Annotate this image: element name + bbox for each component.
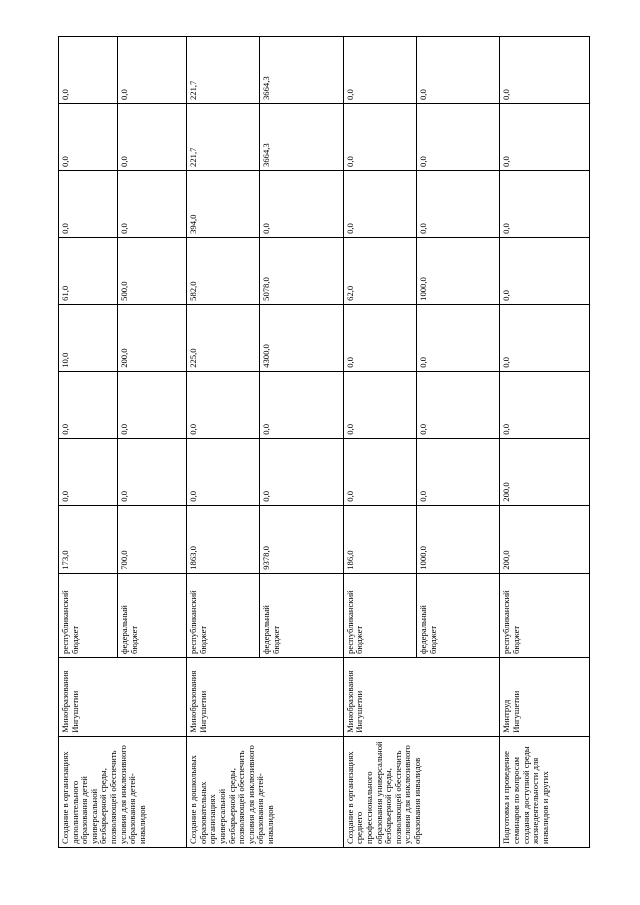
- amount-cell: 225,0: [187, 304, 260, 371]
- amount-cell: 0,0: [118, 438, 187, 505]
- amount-cell: 1863,0: [187, 505, 260, 573]
- executor-cell: Минтруд Ингушетии: [500, 657, 590, 736]
- amount-cell: 394,0: [187, 170, 260, 237]
- amount-cell: 10,0: [59, 304, 118, 371]
- amount-cell: 221,7: [187, 37, 260, 104]
- measure-name-cell: Подготовка и проведение семинаров по вопросам создания доступной среды жизнедеятельности для инвалидов и других: [500, 736, 590, 847]
- table-row: [187, 37, 260, 848]
- amount-cell: 0,0: [417, 103, 500, 170]
- amount-cell: 0,0: [343, 103, 416, 170]
- amount-cell: 0,0: [500, 371, 590, 438]
- executor-cell: Минобразования Ингушетии: [59, 657, 187, 736]
- amount-cell: 62,0: [343, 237, 416, 304]
- funding-source-cell: федеральный бюджет: [118, 573, 187, 657]
- table-row: [343, 37, 416, 848]
- measure-name-cell: Создание в дошкольных образовательных организациях универсальной безбарьерной среды, позволяющей обеспечить условия для инклюзивного образования детей-инвалидов: [187, 736, 344, 847]
- amount-cell: 0,0: [59, 371, 118, 438]
- funding-source-cell: республиканский бюджет: [500, 573, 590, 657]
- amount-cell: 0,0: [417, 438, 500, 505]
- amount-cell: 0,0: [417, 371, 500, 438]
- amount-cell: 186,0: [343, 505, 416, 573]
- amount-cell: 500,0: [118, 237, 187, 304]
- amount-cell: 0,0: [59, 37, 118, 104]
- amount-cell: 0,0: [343, 170, 416, 237]
- amount-cell: 0,0: [500, 170, 590, 237]
- funding-source-cell: республиканский бюджет: [343, 573, 416, 657]
- amount-cell: 0,0: [118, 170, 187, 237]
- amount-cell: 0,0: [187, 371, 260, 438]
- rotated-page: [58, 36, 590, 848]
- amount-cell: 0,0: [343, 37, 416, 104]
- amount-cell: 700,0: [118, 505, 187, 573]
- funding-source-cell: федеральный бюджет: [260, 573, 343, 657]
- amount-cell: 0,0: [500, 37, 590, 104]
- amount-cell: 200,0: [118, 304, 187, 371]
- amount-cell: 0,0: [187, 438, 260, 505]
- amount-cell: 200,0: [500, 438, 590, 505]
- measure-name-cell: Создание в организациях среднего профессионального образования универсальной безбарьерной среды, позволяющей обеспечить условия для инклюзивного образования инвалидов: [343, 736, 500, 847]
- table-row: [500, 37, 590, 848]
- amount-cell: 0,0: [343, 438, 416, 505]
- amount-cell: 0,0: [59, 438, 118, 505]
- table-row: [59, 37, 118, 848]
- executor-cell: Минобразования Ингушетии: [187, 657, 344, 736]
- amount-cell: 4300,0: [260, 304, 343, 371]
- amount-cell: 0,0: [59, 103, 118, 170]
- amount-cell: 221,7: [187, 103, 260, 170]
- amount-cell: 3664,3: [260, 37, 343, 104]
- amount-cell: 9378,0: [260, 505, 343, 573]
- amount-cell: 0,0: [118, 371, 187, 438]
- amount-cell: 0,0: [118, 103, 187, 170]
- amount-cell: 0,0: [343, 371, 416, 438]
- amount-cell: 0,0: [417, 37, 500, 104]
- amount-cell: 1000,0: [417, 505, 500, 573]
- funding-source-cell: федеральный бюджет: [417, 573, 500, 657]
- amount-cell: 0,0: [260, 438, 343, 505]
- funding-source-cell: республиканский бюджет: [187, 573, 260, 657]
- amount-cell: 61,0: [59, 237, 118, 304]
- amount-cell: 0,0: [500, 237, 590, 304]
- amount-cell: 0,0: [118, 37, 187, 104]
- funding-source-cell: республиканский бюджет: [59, 573, 118, 657]
- amount-cell: 0,0: [417, 304, 500, 371]
- amount-cell: 0,0: [260, 371, 343, 438]
- amount-cell: 0,0: [500, 103, 590, 170]
- amount-cell: 582,0: [187, 237, 260, 304]
- amount-cell: 0,0: [260, 170, 343, 237]
- amount-cell: 1000,0: [417, 237, 500, 304]
- amount-cell: 5078,0: [260, 237, 343, 304]
- amount-cell: 173,0: [59, 505, 118, 573]
- executor-cell: Минобразования Ингушетии: [343, 657, 500, 736]
- amount-cell: 200,0: [500, 505, 590, 573]
- amount-cell: 0,0: [417, 170, 500, 237]
- measure-name-cell: Создание в организациях дополнительного образования детей универсальной безбарьерной среды, позволяющей обеспечить условия для инклюзивного образования детей-инвалидов: [59, 736, 187, 847]
- amount-cell: 3664,3: [260, 103, 343, 170]
- budget-table: [58, 36, 590, 848]
- amount-cell: 0,0: [500, 304, 590, 371]
- amount-cell: 0,0: [59, 170, 118, 237]
- amount-cell: 0,0: [343, 304, 416, 371]
